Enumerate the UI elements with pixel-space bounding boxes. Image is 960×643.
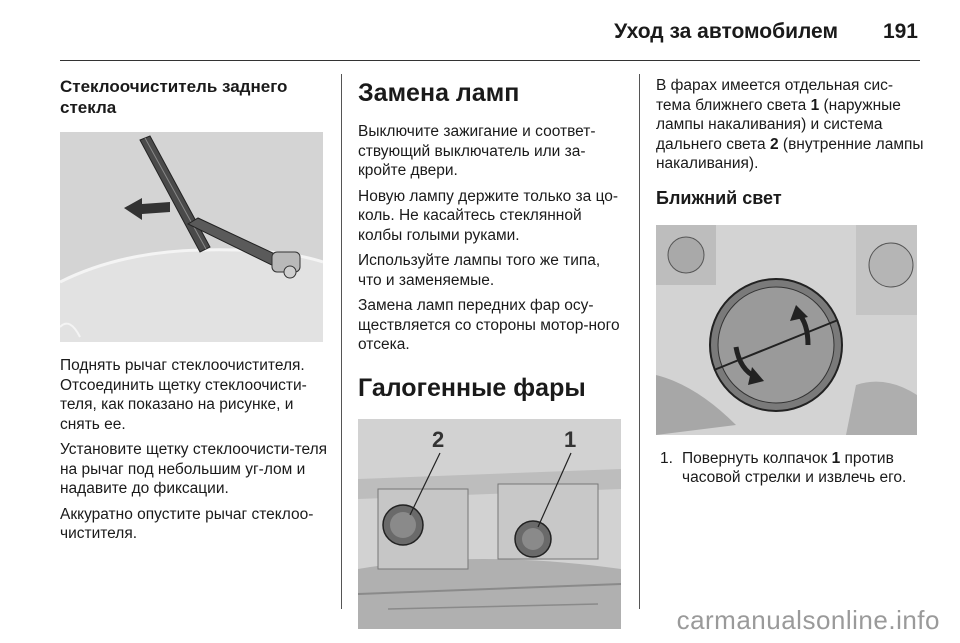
bulb-paragraph-1: Выключите зажигание и соответ-ствующий выключатель или за-кройте двери.	[358, 123, 596, 179]
intro-ref-2: 2	[769, 135, 779, 153]
watermark: carmanualsonline.info	[676, 605, 940, 635]
halogen-heading: Галогенные фары	[358, 373, 586, 402]
column-bulb-replacement	[358, 76, 628, 643]
column-low-beam	[656, 76, 926, 494]
intro-ref-1: 1	[810, 96, 820, 114]
step-1	[656, 449, 926, 488]
rear-wiper-paragraph-3: Аккуратно опустите рычаг стеклоо-чистителя.	[60, 505, 314, 542]
bulb-paragraph-2: Новую лампу держите только за цо-коль. Не касайтесь стеклянной колбы голыми руками.	[358, 187, 619, 244]
intro-text-2: (наружные лампы накаливания) и система дальнего света	[656, 96, 901, 153]
column-rear-wiper	[60, 76, 330, 550]
header-title: Уход за автомобилем	[614, 20, 838, 43]
headlight-intro	[656, 76, 926, 174]
intro-text-3: (внутренние лампы накаливания).	[656, 135, 924, 172]
step-1-number: 1.	[660, 449, 673, 467]
column-divider-1	[341, 74, 342, 609]
page-header	[60, 18, 920, 58]
rear-wiper-illustration	[60, 132, 323, 342]
low-beam-illustration	[656, 225, 917, 435]
halogen-figure	[358, 419, 621, 629]
step-1-ref: 1	[831, 449, 841, 467]
rear-wiper-paragraph-1: Поднять рычаг стеклоочистителя. Отсоединить щетку стеклоочисти-теля, как показано на рисунке, и снять ее.	[60, 357, 307, 433]
halogen-illustration	[358, 419, 621, 629]
bulb-paragraph-4: Замена ламп передних фар осу-ществляется со стороны мотор-ного отсека.	[358, 297, 620, 353]
intro-text-1: В фарах имеется отдельная сис-тема ближнего света	[656, 77, 894, 114]
rear-wiper-paragraph-2: Установите щетку стеклоочисти-теля на рычаг под небольшим уг-лом и надавите до фиксации.	[60, 441, 328, 497]
low-beam-figure	[656, 225, 917, 435]
figure-label-1: 1	[564, 426, 577, 452]
rear-wiper-figure	[60, 132, 323, 342]
figure-label-2: 2	[432, 426, 445, 452]
header-rule	[60, 60, 920, 61]
step-1-text-b: против часовой стрелки и извлечь его.	[682, 449, 907, 486]
rear-wiper-heading: Стеклоочиститель заднего стекла	[60, 77, 288, 117]
step-1-text-a: Повернуть колпачок	[682, 449, 832, 467]
page-number: 191	[882, 20, 918, 43]
column-divider-2	[639, 74, 640, 609]
low-beam-heading: Ближний свет	[656, 187, 782, 208]
bulb-paragraph-3: Используйте лампы того же типа, что и заменяемые.	[358, 252, 601, 289]
bulb-replacement-heading: Замена ламп	[358, 79, 520, 107]
